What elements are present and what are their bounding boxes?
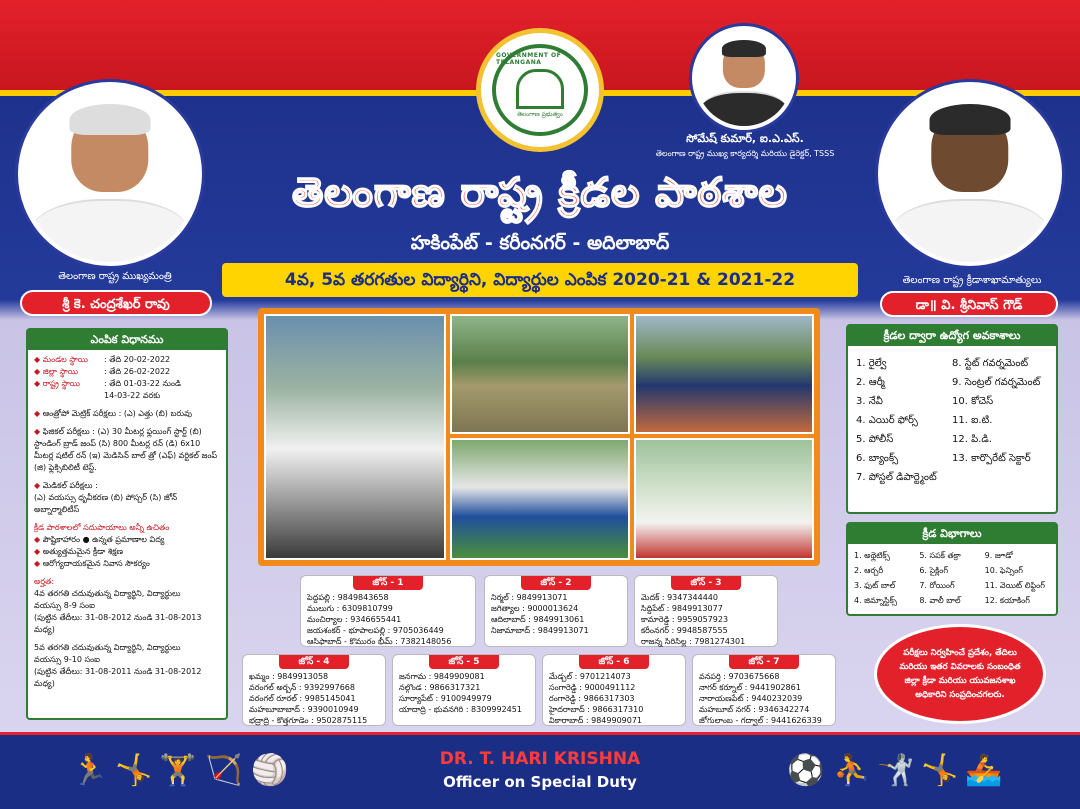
zone-contact: సూర్యాపేట్ : 9100949979	[399, 694, 492, 703]
archer-icon: 🏹	[205, 753, 243, 788]
zone-card	[242, 654, 386, 726]
schedule-level: ◆ జిల్లా స్థాయి	[34, 366, 104, 378]
zone-card	[392, 654, 536, 726]
zone-contact: నల్గొండ : 9866317321	[399, 683, 481, 692]
facility-item: ◆ ఆరోగ్యదాయకమైన నివాస సౌకర్యం	[34, 558, 220, 570]
zone-card	[692, 654, 836, 726]
zone-label: జోన్ - 4	[279, 655, 349, 669]
officer-name: DR. T. HARI KRISHNA	[439, 749, 641, 769]
job-item: 8. స్టేట్ గవర్నమెంట్	[952, 358, 1029, 369]
job-item: 10. కోచెస్	[952, 396, 994, 407]
sport-item: 12. కయాకింగ్	[984, 596, 1030, 605]
officer-role: Officer on Special Duty	[443, 773, 637, 791]
zone-contact: మహబూబ్ నగర్ : 9346342274	[699, 705, 810, 714]
sepak-takraw-icon: ⚽	[787, 753, 825, 788]
minister-caption: తెలంగాణ రాష్ట్ర క్రీడాశాఖామాత్యులు	[902, 275, 1042, 286]
emblem-text: GOVERNMENT OF TELANGANA	[496, 52, 562, 66]
zone-contact: నాగర్ కర్నూల్ : 9441902861	[699, 683, 801, 692]
zone-contact: మహబూబాబాద్ : 9390010949	[249, 705, 359, 714]
footer-band	[0, 732, 1080, 809]
kakatiya-gate-icon	[516, 69, 564, 109]
zone-label: జోన్ - 2	[521, 576, 591, 590]
runner-icon: 🏃	[71, 753, 109, 788]
schedule-date: 14-03-22 వరకు	[104, 391, 161, 400]
zone-contact: యాదాద్రి - భువనగిరి : 8309992451	[399, 705, 522, 714]
zone-contact: రాజన్న సిరిసిల్ల : 7981274301	[641, 637, 746, 646]
job-item: 12. పి.డి.	[952, 434, 992, 445]
job-item: 6. బ్యాంక్స్	[856, 453, 899, 464]
schedule-row	[34, 390, 220, 402]
job-item: 1. రైల్వే	[856, 358, 887, 369]
weightlifter-icon: 🏋	[159, 753, 197, 788]
kayak-icon: 🚣	[965, 753, 1003, 788]
job-item: 13. కార్పొరేట్ సెక్టార్	[952, 453, 1031, 464]
zone-label: జోన్ - 7	[729, 655, 799, 669]
schedule-row	[34, 366, 220, 378]
minister-portrait	[878, 82, 1062, 266]
sport-item: 2. ఆర్చరీ	[854, 566, 884, 575]
selection-procedure-panel	[26, 328, 228, 720]
zone-contact: రంగారెడ్డి : 9866317303	[549, 694, 635, 703]
zone-contact: హైదరాబాద్ : 9866317310	[549, 705, 644, 714]
zone-label: జోన్ - 1	[353, 576, 423, 590]
zone-contact: వికారాబాద్ : 9849909071	[549, 716, 643, 725]
medical-tests: (ఎ) వయస్సు ధృవీకరణ (బి) పోస్చర్ (సి) జోన్ అబ్నార్మాలిటీస్	[34, 493, 178, 514]
eligibility-line: 4వ తరగతి చదువుతున్న విద్యార్థిని, విద్యార్థులు	[34, 589, 181, 598]
zone-card	[300, 575, 476, 647]
rings-gymnast-icon: 🤸	[921, 753, 959, 788]
job-item: 9. సెంట్రల్ గవర్నమెంట్	[952, 377, 1041, 388]
zone-contact: ఆదిలాబాద్ : 9849913061	[491, 615, 585, 624]
eligibility-line: వయస్సు 9-10 సంఐ	[34, 655, 100, 664]
gymnastics-photo	[634, 438, 814, 560]
sport-item: 4. జిమ్నాస్టిక్స్	[854, 596, 898, 605]
eligibility-line: (పుట్టిన తేదీలు: 31-08-2012 నుండి 31-08-2013 మధ్య)	[34, 613, 202, 634]
facility-item: ◆ పౌష్టికాహారం ● ఉన్నత ప్రమాణాల విద్య	[34, 534, 220, 546]
zone-label: జోన్ - 6	[579, 655, 649, 669]
zone-contact: జనగామ : 9849909081	[399, 672, 485, 681]
sport-item: 7. రోయింగ్	[919, 581, 955, 590]
sports-categories-panel	[846, 522, 1058, 616]
sport-item: 9. జూడో	[984, 551, 1013, 560]
job-opportunities-panel	[846, 324, 1058, 514]
eligibility-line: (పుట్టిన తేదీలు: 31-08-2011 నుండి 31-08-2012 మధ్య)	[34, 667, 202, 688]
cs-name: సోమేష్ కుమార్, ఐ.ఎ.ఎస్.	[686, 132, 804, 145]
zone-contact: ఆసిఫాబాద్ - కొమురం భీమ్ : 7382148056	[307, 637, 452, 646]
poster-subtitle: హకింపేట్ - కరీంనగర్ - అదిలాబాద్	[410, 232, 670, 254]
sport-item: 5. సపక్ తక్రా	[919, 551, 961, 560]
schedule-date: : తేది 01-03-22 నుండి	[104, 379, 181, 388]
zone-contact: జోగులాంబ - గద్వాల్ : 9441626339	[699, 716, 822, 725]
sport-item: 10. ఫెన్సింగ్	[984, 566, 1023, 575]
schedule-row	[34, 378, 220, 390]
zone-contact: మంచిర్యాల : 9346655441	[307, 615, 402, 624]
opportunities-heading: క్రీడల ద్వారా ఉద్యోగ అవకాశాలు	[848, 326, 1056, 346]
schedule-date: : తేది 20-02-2022	[104, 355, 171, 364]
poster-title: తెలంగాణ రాష్ట్ర క్రీడల పాఠశాల	[292, 170, 788, 216]
job-item: 11. ఐ.టి.	[952, 415, 993, 426]
zone-contact: నిర్మల్ : 9849913071	[491, 593, 568, 602]
eligibility-line: 5వ తరగతి చదువుతున్న విద్యార్థిని, విద్యార్థులు	[34, 643, 181, 652]
minister-name: డా॥ వి. శ్రీనివాస్ గౌడ్	[880, 291, 1058, 317]
zone-contact: జగిత్యాల : 9000013624	[491, 604, 579, 613]
facility-item: ◆ అత్యుత్తమమైన క్రీడా శిక్షణ	[34, 546, 220, 558]
cm-caption: తెలంగాణ రాష్ట్ర ముఖ్యమంత్రి	[58, 271, 172, 282]
telangana-emblem	[476, 28, 604, 152]
sport-item: 3. ఫుట్ బాల్	[854, 581, 896, 590]
schedule-level	[34, 390, 104, 402]
zone-contact: మేడ్చల్ : 9701214073	[549, 672, 631, 681]
volleyball-icon: 🏐	[251, 753, 289, 788]
zone-label: జోన్ - 3	[671, 576, 741, 590]
physical-tests: ◆ ఫిజికల్ పరీక్షలు : (ఎ) 30 మీటర్ల ఫ్లయింగ్ స్టార్ట్ (బి) స్టాండింగ్ బ్రాడ్ జంప్ (సి) 800 మీటర్ల రన్ (డి) 6x10 మీటర్ల షటిల్ రన్ (ఇ) మెడిసిన్ బాల్ త్రో (ఎఫ్) వర్టికల్ జంప్ (జి) ఫ్లెక్సిబిలిటీ టెస్ట్.	[34, 426, 220, 474]
zone-contact: కరీంనగర్ : 9948587555	[641, 626, 728, 635]
fencer-icon: 🤺	[877, 753, 915, 788]
rowing-photo	[450, 314, 630, 434]
zone-card	[484, 575, 628, 647]
job-item: 3. నేవీ	[856, 396, 883, 407]
zone-contact: వరంగల్ రూరల్ : 9985145041	[249, 694, 356, 703]
info-note: పరీక్షలు నిర్వహించే ప్రదేశం, తేదిలు మరియు ఇతర వివరాలకు సంబంధిత జిల్లా క్రీడా మరియు యువజనశాఖ అధికారిని సంప్రదించగలరు.	[874, 624, 1046, 724]
medical-tests-head: ◆ మెడికల్ పరీక్షలు :	[34, 480, 220, 492]
zone-contact: వరంగల్ అర్బన్ : 9392997668	[249, 683, 355, 692]
zone-contact: సిద్దిపేట్ : 9849913077	[641, 604, 723, 613]
zone-contact: నిజామాబాద్ : 9849913071	[491, 626, 589, 635]
zone-contact: మెదక్ : 9347344440	[641, 593, 718, 602]
schedule-level: ◆ రాష్ట్ర స్థాయి	[34, 378, 104, 390]
zone-contact: కామారెడ్డి : 9959057923	[641, 615, 729, 624]
group-photo	[450, 438, 630, 560]
schedule-level: ◆ మండల స్థాయి	[34, 354, 104, 366]
job-item: 5. పోలీస్	[856, 434, 894, 445]
zone-contact: ములుగు : 6309810799	[307, 604, 393, 613]
job-item: 7. పోస్టల్ డిపార్ట్మెంట్	[856, 472, 937, 483]
selection-heading: ఎంపిక విధానము	[28, 330, 226, 350]
zone-contact: సంగారెడ్డి : 9000491112	[549, 683, 636, 692]
eligibility-head: అర్హత:	[34, 577, 55, 586]
sport-item: 1. అథ్లెటిక్స్	[854, 551, 890, 560]
zone-card	[634, 575, 778, 647]
cs-portrait	[692, 26, 796, 130]
anthro-tests: ◆ ఆంత్రోపో మెట్రిక్ పరీక్షలు : (ఎ) ఎత్తు (బి) బరువు	[34, 408, 220, 420]
zone-contact: వనపర్తి : 9703675668	[699, 672, 780, 681]
zone-contact: పెద్దపల్లి : 9849843658	[307, 593, 389, 602]
zone-contact: జయశంకర్ - భూపాలపల్లి : 9705036449	[307, 626, 444, 635]
gymnast-icon: 🤸	[115, 753, 153, 788]
sports-heading: క్రీడ విభాగాలు	[848, 524, 1056, 544]
photo-collage	[258, 308, 820, 566]
cm-name: శ్రీ కె. చంద్రశేఖర్ రావు	[20, 290, 212, 316]
footballer-icon: ⛹	[833, 753, 871, 788]
cm-portrait	[18, 82, 202, 266]
sport-item: 6. సైక్లింగ్	[919, 566, 949, 575]
schedule-date: : తేది 26-02-2022	[104, 367, 171, 376]
schedule-row	[34, 354, 220, 366]
archery-photo	[264, 314, 446, 560]
running-photo	[634, 314, 814, 434]
cs-caption: తెలంగాణ రాష్ట్ర ముఖ్య కార్యదర్శి మరియు డైరెక్టర్, TSSS	[655, 149, 835, 158]
zone-card	[542, 654, 686, 726]
zone-label: జోన్ - 5	[429, 655, 499, 669]
zone-contact: భద్రాద్రి - కొత్తగూడెం : 9502875115	[249, 716, 368, 725]
facilities-head: క్రీడ పాఠశాలలో సదుపాయాలు అన్నీ ఉచితం	[34, 523, 170, 532]
selection-banner: 4వ, 5వ తరగతుల విద్యార్థిని, విద్యార్థుల ఎంపిక 2020-21 & 2021-22	[222, 263, 858, 297]
sport-item: 8. వాలీ బాల్	[919, 596, 961, 605]
emblem-sub: తెలంగాణ ప్రభుత్వం	[517, 111, 563, 118]
eligibility-line: వయస్సు 8-9 సంఐ	[34, 601, 95, 610]
job-item: 2. ఆర్మీ	[856, 377, 885, 388]
zone-contact: నారాయణపేట్ : 9440232039	[699, 694, 803, 703]
sport-item: 11. వెయిట్ లిఫ్టింగ్	[984, 581, 1045, 590]
zone-contact: ఖమ్మం : 9849913058	[249, 672, 329, 681]
job-item: 4. ఎయిర్ ఫోర్స్	[856, 415, 918, 426]
